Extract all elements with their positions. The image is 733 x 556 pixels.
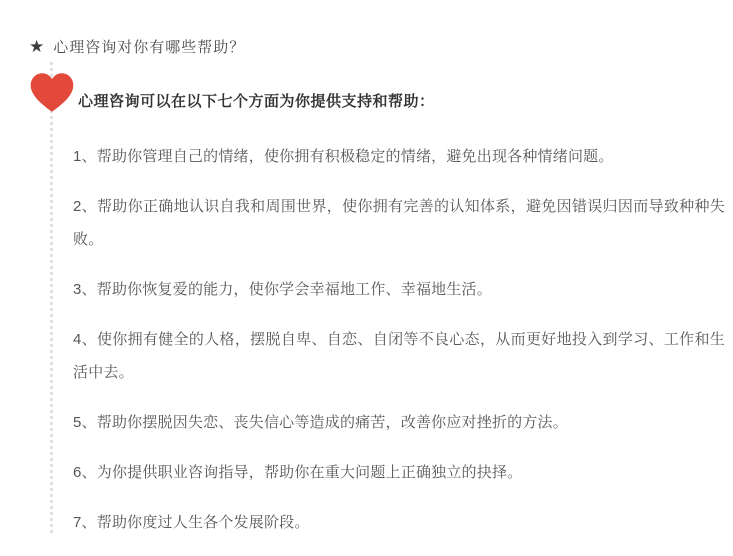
heart-shape xyxy=(31,73,74,112)
list-item-7: 7、帮助你度过人生各个发展阶段。 xyxy=(73,514,310,531)
list-item-1: 1、帮助你管理自己的情绪，使你拥有积极稳定的情绪，避免出现各种情绪问题。 xyxy=(73,148,614,165)
section-title: 心理咨询对你有哪些帮助？ xyxy=(53,39,246,56)
list-item-2: 2、帮助你正确地认识自我和周围世界，使你拥有完善的认知体系，避免因错误归因而导致种种失败。 xyxy=(73,198,725,248)
list-item-4: 4、使你拥有健全的人格，摆脱自卑、自恋、自闭等不良心态，从而更好地投入到学习、工作和生活中去。 xyxy=(73,331,725,381)
help-list xyxy=(73,140,725,556)
vertical-dotted-divider xyxy=(50,62,53,535)
list-item-6: 6、为你提供职业咨询指导，帮助你在重大问题上正确独立的抉择。 xyxy=(73,464,523,481)
lead-sentence: 心理咨询可以在以下七个方面为你提供支持和帮助： xyxy=(78,93,435,110)
list-item-3: 3、帮助你恢复爱的能力，使你学会幸福地工作、幸福地生活。 xyxy=(73,281,492,298)
section-header xyxy=(29,36,245,57)
heart-icon xyxy=(30,72,74,113)
star-icon: ★ xyxy=(29,37,45,56)
list-item-5: 5、帮助你摆脱因失恋、丧失信心等造成的痛苦，改善你应对挫折的方法。 xyxy=(73,414,568,431)
